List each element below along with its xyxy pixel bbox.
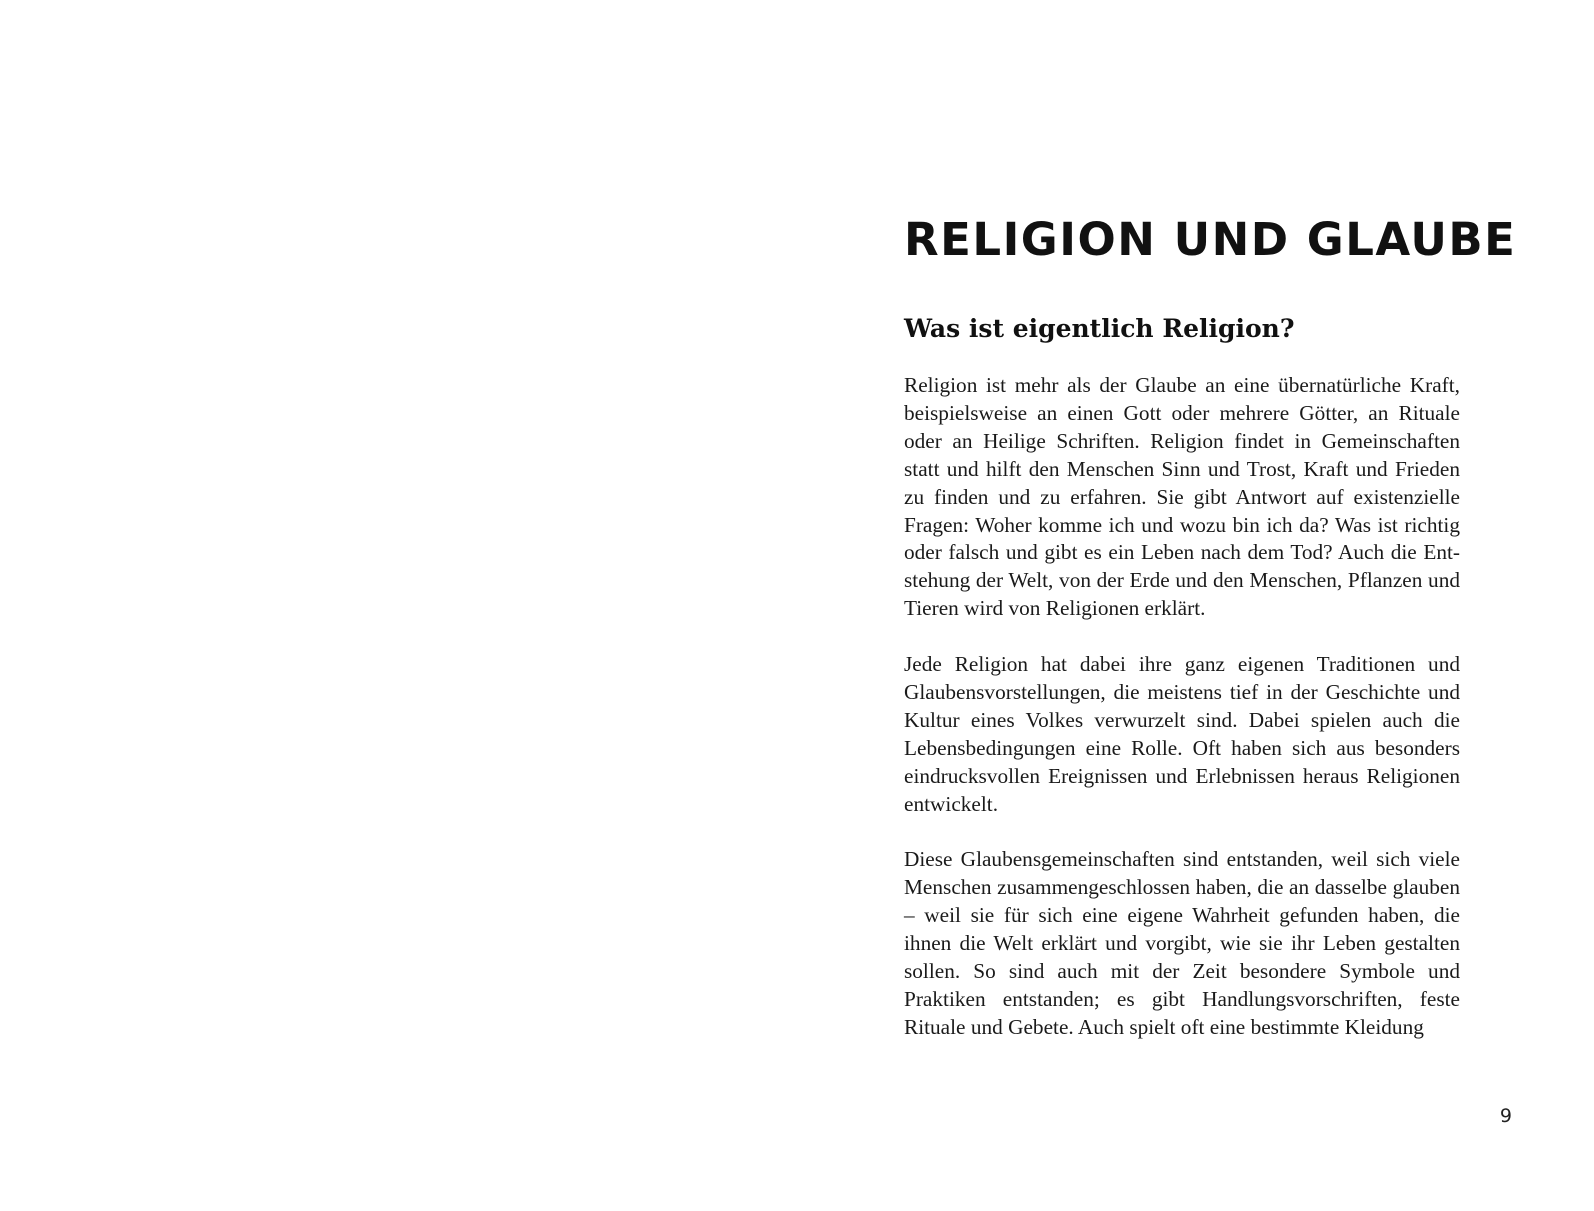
- chapter-title: RELIGION UND GLAUBE: [904, 213, 1517, 266]
- paragraph-1: Religion ist mehr als der Glaube an eine übernatürliche Kraft, beispielsweise an einen Gott oder mehrere Götter, an Rituale oder an Heilige Schriften. Religion findet in Gemeinschaften statt und hilft den Menschen Sinn und Trost, Kraft und Frieden zu finden und zu erfahren. Sie gibt Antwort auf existenzielle Fragen: Woher komme ich und wozu bin ich da? Was ist richtig oder falsch und gibt es ein Leben nach dem Tod? Auch die Entstehung der Welt, von der Erde und den Menschen, Pflanzen und Tieren wird von Religionen erklärt.: [904, 373, 1460, 621]
- body-text: [904, 372, 1460, 1070]
- right-page: [797, 0, 1594, 1211]
- page-number: 9: [1499, 1105, 1512, 1127]
- section-heading: Was ist eigentlich Religion?: [904, 314, 1295, 343]
- paragraph-2: Jede Religion hat dabei ihre ganz eigenen Traditionen und Glaubensvorstellungen, die meistens tief in der Geschichte und Kultur eines Volkes verwurzelt sind. Dabei spielen auch die Lebensbedingungen eine Rolle. Oft haben sich aus besonders eindrucksvollen Ereignissen und Erlebnissen heraus Religionen entwickelt.: [904, 652, 1460, 816]
- paragraph-3: Diese Glaubensgemeinschaften sind entstanden, weil sich viele Menschen zusammengeschlossen haben, die an dasselbe glauben – weil sie für sich eine eigene Wahrheit gefunden haben, die ihnen die Welt erklärt und vorgibt, wie sie ihr Leben gestalten sollen. So sind auch mit der Zeit besondere Symbole und Praktiken entstanden; es gibt Handlungsvorschriften, feste Rituale und Gebete. Auch spielt oft eine bestimmte Kleidung: [904, 847, 1460, 1039]
